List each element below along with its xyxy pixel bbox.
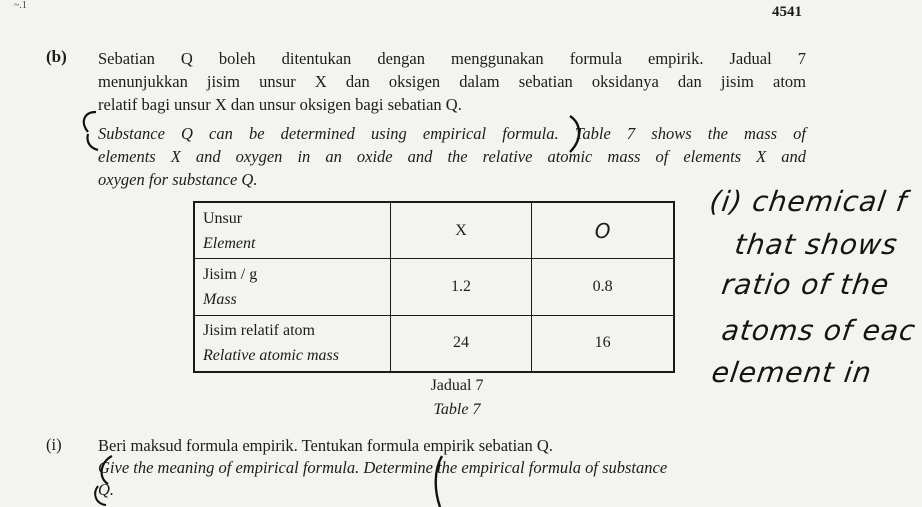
pen-stroke <box>84 112 96 132</box>
english-line-2: elements X and oxygen in an oxide and the relative atomic mass of elements X and <box>98 147 806 166</box>
subquestion-english: Give the meaning of empirical formula. Determine the empirical formula of substance <box>98 458 668 477</box>
malay-line-1: Sebatian Q boleh ditentukan dengan menggunakan formula empirik. Jadual 7 <box>98 49 806 68</box>
cell-value: 0.8 <box>532 259 674 315</box>
english-line-1: Substance Q can be determined using empirical formula. Table 7 shows the mass of <box>98 124 806 143</box>
pen-stroke <box>87 134 98 150</box>
corner-mark: ~.1 <box>14 0 27 11</box>
pen-stroke <box>102 456 112 484</box>
handwriting-line-4: atoms of eac <box>719 314 919 347</box>
subquestion-malay: Beri maksud formula empirik. Tentukan formula empirik sebatian Q. <box>98 436 553 455</box>
pen-stroke <box>570 116 579 152</box>
handwriting-line-1: (i) chemical f <box>707 185 910 218</box>
handwritten-o: O <box>594 218 611 243</box>
cell-value: 1.2 <box>390 259 532 315</box>
cell-value: 24 <box>390 315 532 372</box>
part-label: (b) <box>46 47 67 66</box>
table-caption-malay: Jadual 7 <box>430 377 484 394</box>
pen-stroke <box>436 456 442 507</box>
handwriting-line-3: ratio of the <box>719 268 892 301</box>
malay-line-2: menunjukkan jisim unsur X dan oksigen dalam sebatian oksidanya dan jisim atom <box>98 72 806 91</box>
english-line-3: oxygen for substance Q. <box>98 170 258 189</box>
malay-line-3: relatif bagi unsur X dan unsur oksigen bagi sebatian Q. <box>98 95 462 114</box>
cell-x: X <box>390 202 532 259</box>
cell-value: 16 <box>532 315 674 372</box>
row-label: Unsur Element <box>194 202 390 259</box>
pen-stroke <box>95 486 106 505</box>
row-label: Jisim relatif atom Relative atomic mass <box>194 315 390 372</box>
subquestion-english-cont: Q. <box>98 480 115 499</box>
row-label: Jisim / g Mass <box>194 259 390 315</box>
subquestion-label: (i) <box>46 435 62 454</box>
handwriting-line-2: that shows <box>732 228 901 261</box>
paper-code: 4541 <box>772 4 802 20</box>
handwriting-line-5: element in <box>709 356 875 389</box>
table-caption-english: Table 7 <box>433 401 481 418</box>
